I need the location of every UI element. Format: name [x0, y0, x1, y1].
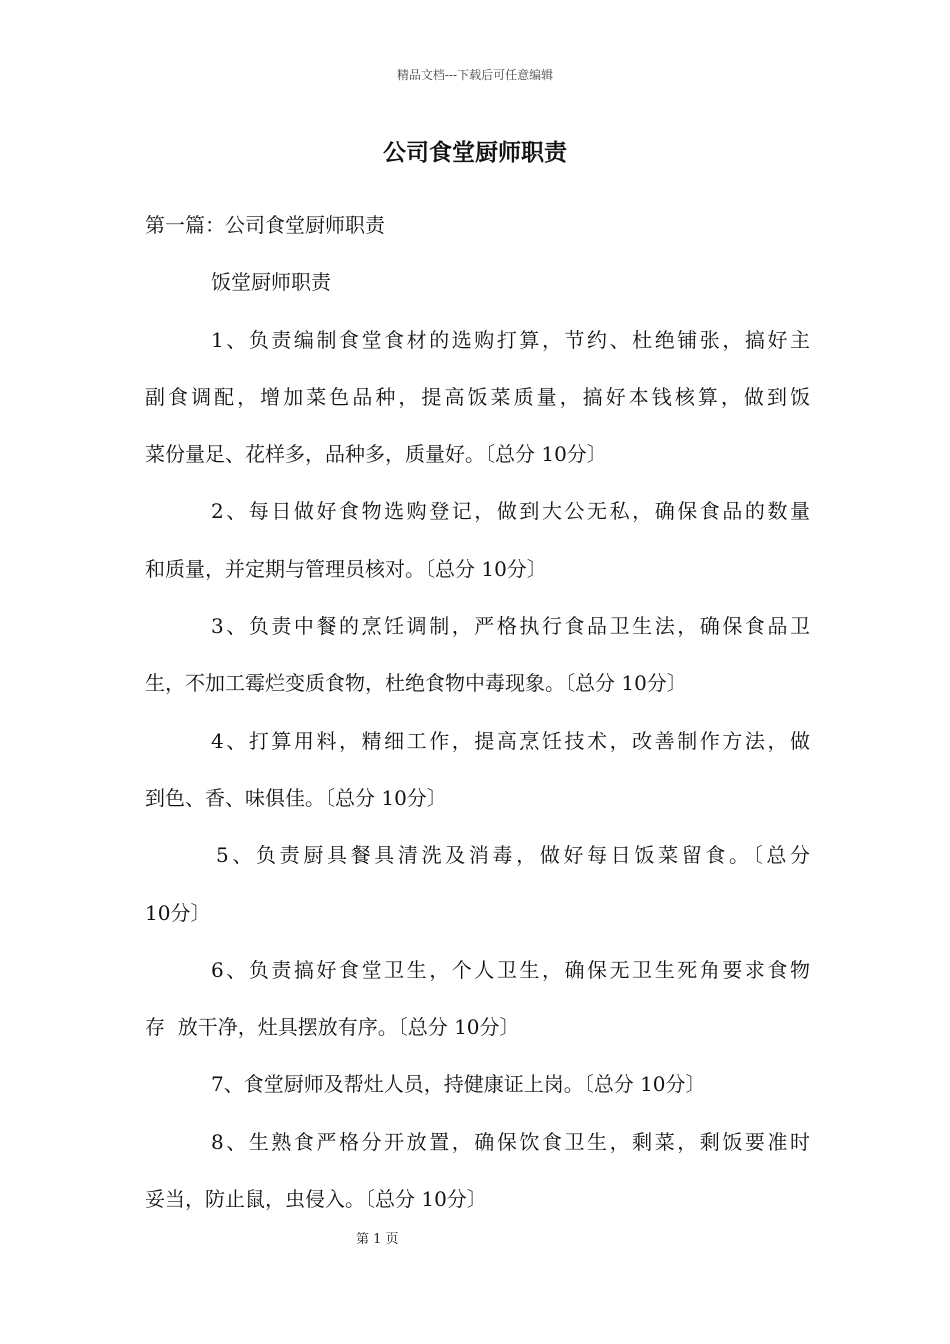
paragraph-line: 生，不加工霉烂变质食物，杜绝食物中毒现象。〔总分 10分〕 [145, 671, 687, 696]
paragraph-line: 3、负责中餐的烹饪调制，严格执行食品卫生法，确保食品卫 [211, 614, 810, 639]
paragraph-line: 存 放干净，灶具摆放有序。〔总分 10分〕 [145, 1015, 520, 1040]
paragraph-line: 菜份量足、花样多，品种多，质量好。〔总分 10分〕 [145, 442, 607, 467]
paragraph-line: 8、生熟食严格分开放置，确保饮食卫生，剩菜，剩饭要准时 [211, 1129, 810, 1154]
paragraph-line: 1、负责编制食堂食材的选购打算，节约、杜绝铺张，搞好主 [211, 327, 810, 352]
paragraph-line: 到色、香、味俱佳。〔总分 10分〕 [145, 785, 447, 810]
paragraph-line: 妥当，防止鼠，虫侵入。〔总分 10分〕 [145, 1187, 487, 1212]
paragraph-line: 6、负责搞好食堂卫生，个人卫生，确保无卫生死角要求食物 [211, 957, 810, 982]
paragraph-line: 7、食堂厨师及帮灶人员，持健康证上岗。〔总分 10分〕 [211, 1072, 706, 1097]
document-title: 公司食堂厨师职责 [383, 139, 567, 166]
header-note: 精品文档---下载后可任意编辑 [396, 68, 554, 82]
paragraph-line: 10分〕 [145, 900, 211, 925]
section-heading: 第一篇：公司食堂厨师职责 [145, 213, 385, 237]
paragraph-line: 4、打算用料，精细工作，提高烹饪技术，改善制作方法，做 [211, 728, 810, 753]
paragraph-line: 副食调配，增加菜色品种，提高饭菜质量，搞好本钱核算，做到饭 [145, 384, 810, 409]
paragraph-line: 5、负责厨具餐具清洗及消毒，做好每日饭菜留食。〔总分 [216, 843, 810, 868]
page-number: 第 1 页 [356, 1232, 399, 1247]
paragraph-line: 和质量，并定期与管理员核对。〔总分 10分〕 [145, 556, 547, 581]
paragraph-line: 2、每日做好食物选购登记，做到大公无私，确保食品的数量 [211, 499, 810, 524]
document-body [145, 197, 810, 1228]
subsection-heading: 饭堂厨师职责 [211, 270, 331, 295]
